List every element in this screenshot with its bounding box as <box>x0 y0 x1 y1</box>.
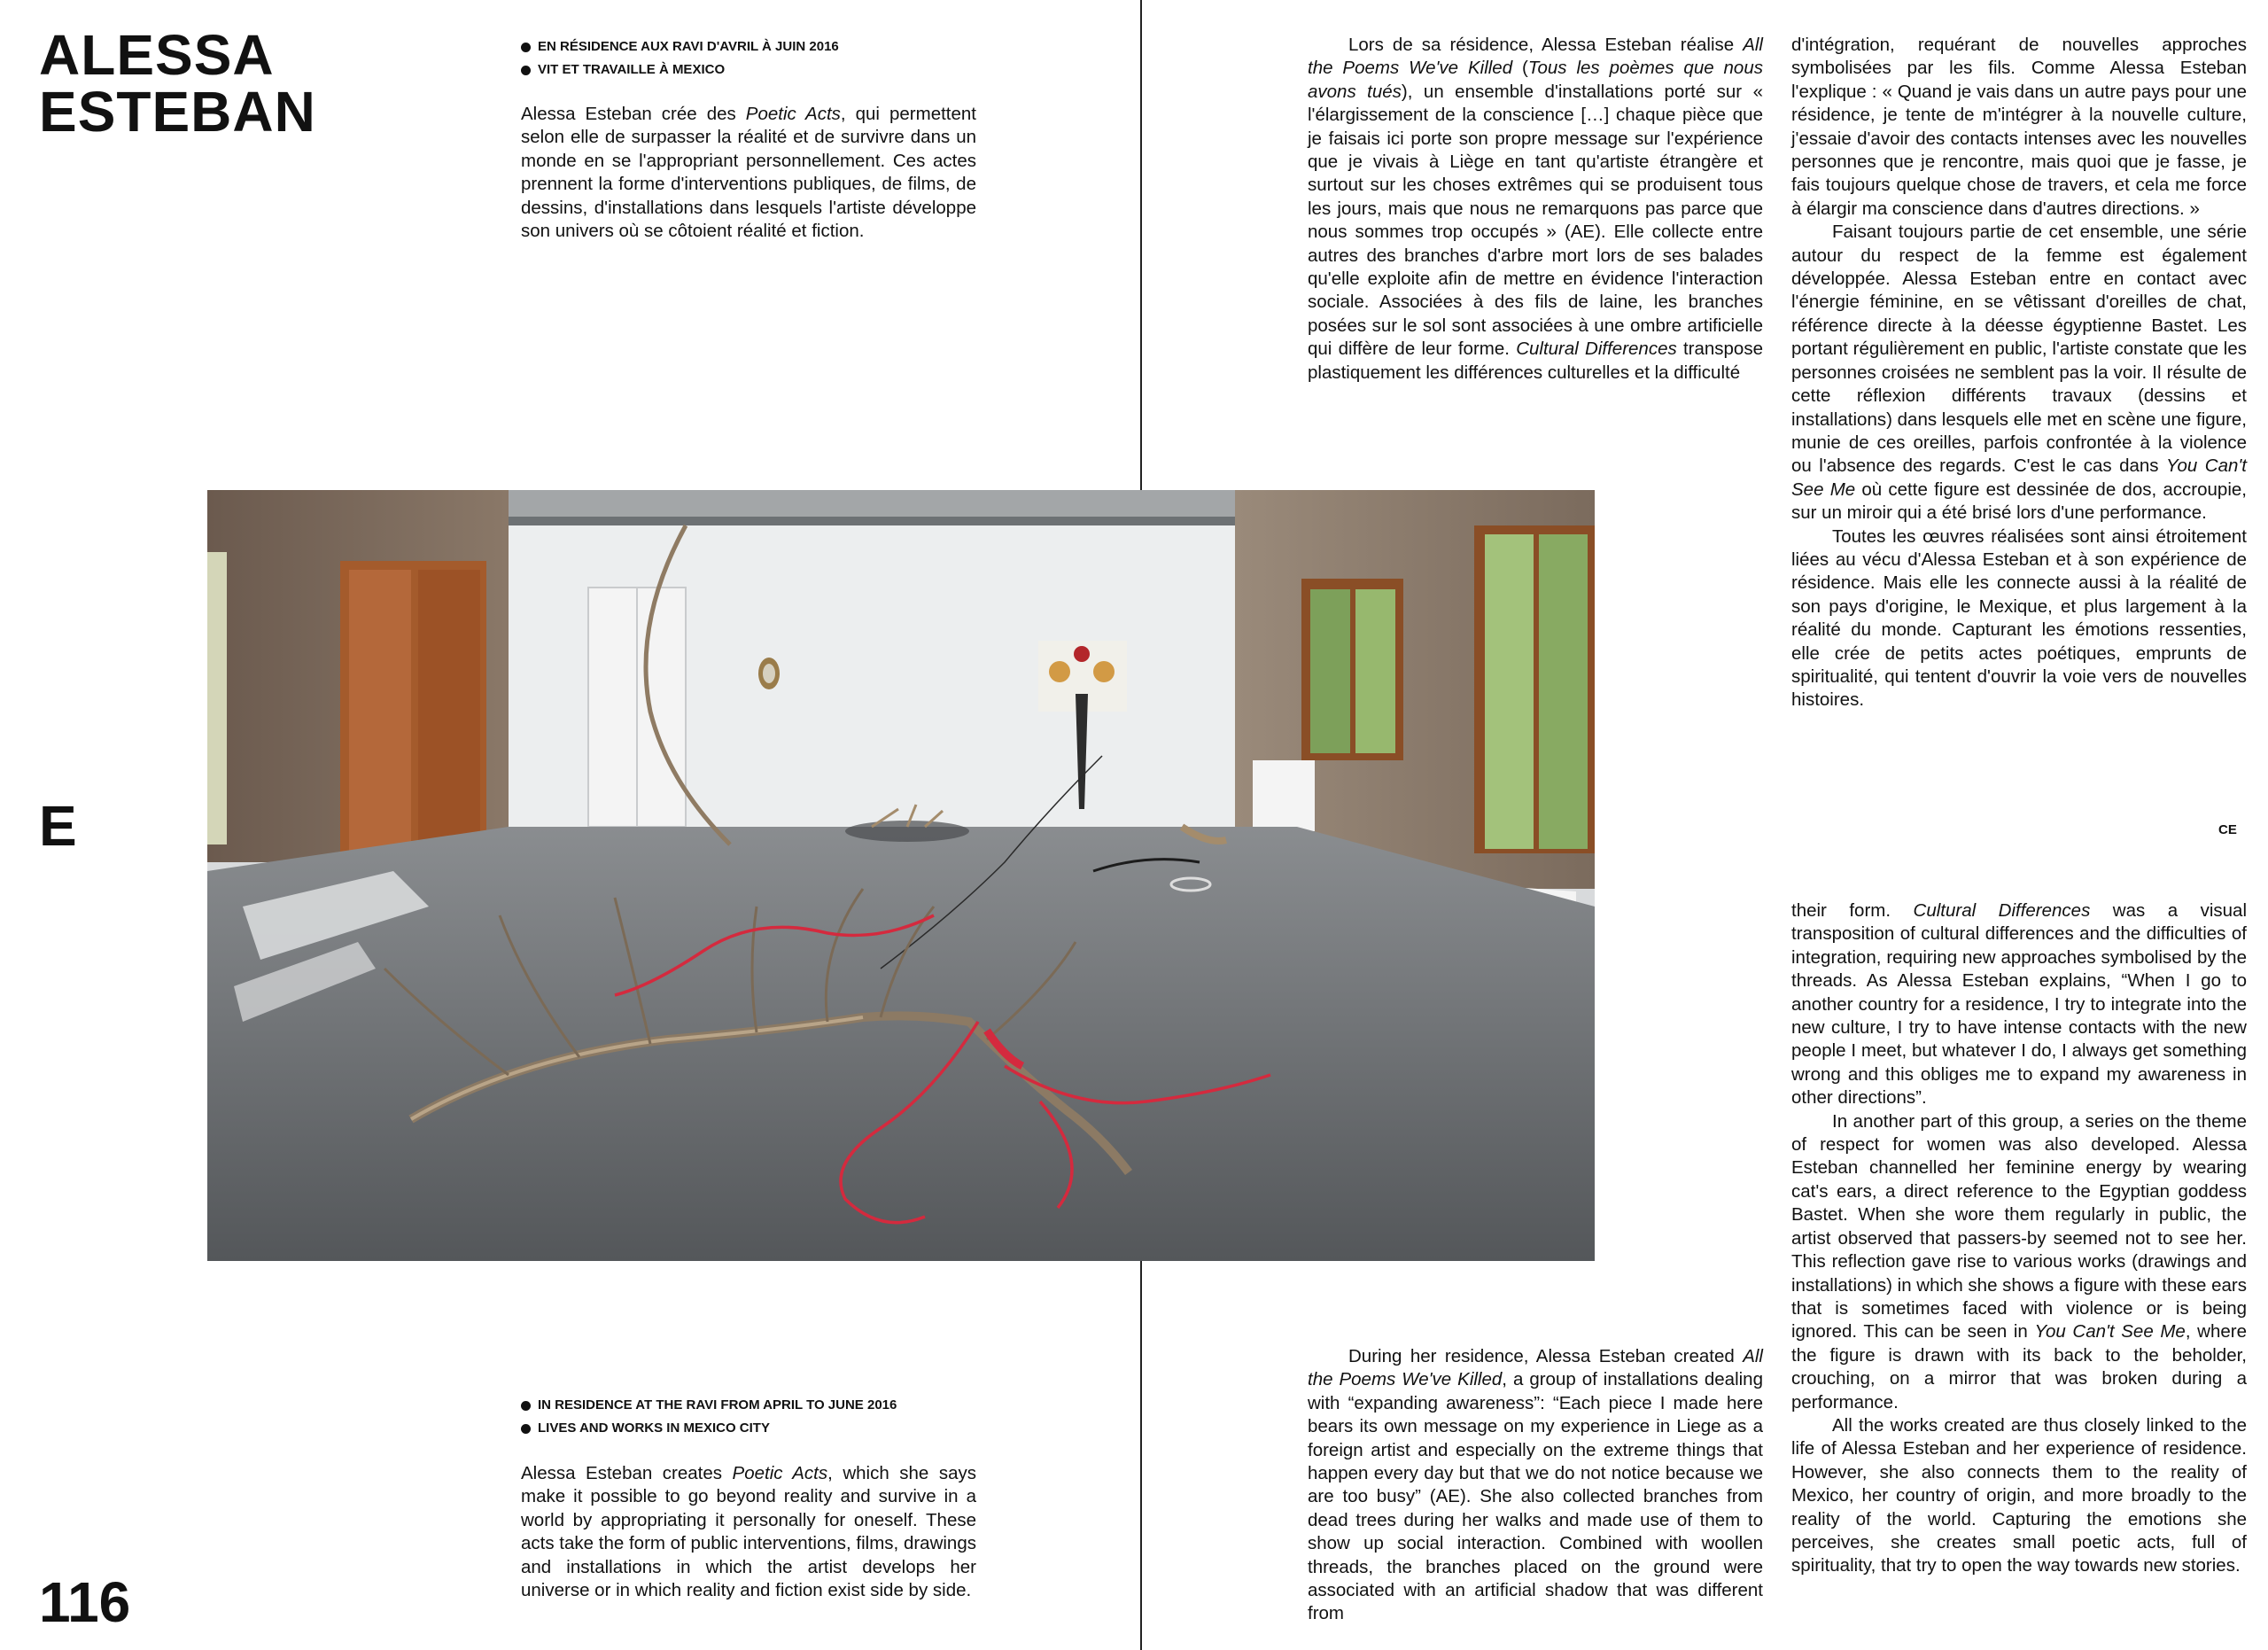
paragraph: Alessa Esteban creates Poetic Acts, which she says make it possible to go beyond reality and survive in a world by appropriating it personally for oneself. These acts take the form of public interventions, films, drawings and installations in which the artist develops her universe or in which reality and fiction exist side by side. <box>521 1463 976 1601</box>
paragraph: All the works created are thus closely linked to the life of Alessa Esteban and her experience of residence. However, she also connects them to the reality of Mexico, her country of origin, and more broadly to the reality of the world. Capturing the emotions she perceives, she creates small poetic acts, full of spirituality, that try to open the way towards new stories. <box>1791 1414 2247 1576</box>
fr-intro-text <box>521 103 976 243</box>
fr-column-3 <box>1791 34 2247 712</box>
paragraph: During her residence, Alessa Esteban created All the Poems We've Killed, a group of installations dealing with “expanding awareness”: “Each piece I made here bears its own message on my experience in Liege as a foreign artist and especially on the extreme things that happen every day but that we do not notice because we are too busy” (AE). She also collected branches from dead trees during her walks and made use of them to show up social interaction. Combined with woollen threads, the branches placed on the ground were associated with an artificial shadow that was different from <box>1308 1346 1763 1624</box>
paragraph: d'intégration, requérant de nouvelles approches symbolisées par les fils. Comme Alessa Esteban l'explique : « Quand je vais dans un autre pays pour une résidence, je tente de m'intégrer à la nouvelle culture, j'essaie d'avoir des contacts intenses avec les nouvelles personnes que je rencontre, mais quoi que je fasse, je fais toujours quelque chose de travers, et cela me force à élargir ma conscience dans d'autres directions. » <box>1791 35 2247 219</box>
paragraph: Alessa Esteban crée des Poetic Acts, qui permettent selon elle de surpasser la réalité et de survivre dans un monde en se l'appropriant personnellement. Ces actes prennent la forme d'interventions publiques, de films, de dessins, d'installations dans lesquels l'artiste développe son univers où se côtoient réalité et fiction. <box>521 104 976 242</box>
bullet-icon <box>521 43 531 52</box>
section-letter: E <box>39 794 77 858</box>
en-meta-list <box>521 1394 982 1440</box>
bullet-icon <box>521 1401 531 1411</box>
page-number: 116 <box>39 1570 131 1634</box>
bullet-icon <box>521 1424 531 1434</box>
en-meta-item: LIVES AND WORKS IN MEXICO CITY <box>521 1417 982 1440</box>
installation-photo-illustration <box>207 490 1595 1261</box>
paragraph: their form. Cultural Differences was a visual transposition of cultural differences and the difficulties of integration, requiring new approaches symbolised by the threads. As Alessa Esteban explains, “When I go to another country for a residence, I try to integrate into the new culture, I try to have intense contacts with the new people I meet, but whatever I do, I always get something wrong and this obliges me to expand my awareness in other directions”. <box>1791 900 2248 1109</box>
fr-column-2 <box>1308 34 1763 385</box>
en-intro-text <box>521 1462 976 1602</box>
fr-meta-item: EN RÉSIDENCE AUX RAVI D'AVRIL À JUIN 2016 <box>521 35 982 58</box>
en-column-3 <box>1791 899 2247 1578</box>
paragraph: Lors de sa résidence, Alessa Esteban réalise All the Poems We've Killed (Tous les poèmes que nous avons tués), un ensemble d'installations porté sur « l'élargissement de la conscience […] chaque pièce que je faisais ici porte son propre message sur l'expérience que je vivais à Liège en tant qu'artiste étrangère et surtout sur les choses extrêmes qui se produisent tous les jours, mais que nous ne remarquons pas parce que nous sommes trop occupés » (AE). Elle collecte entre autres des branches d'arbre mort lors de ses balades qu'elle exploite afin de mettre en évidence l'interaction sociale. Associées à des fils de laine, les branches posées sur le sol sont associées à une ombre artificielle qui diffère de leur forme. Cultural Differences transpose plastiquement les différences culturelles et la difficulté <box>1308 35 1763 383</box>
fr-meta-item: VIT ET TRAVAILLE À MEXICO <box>521 58 982 82</box>
paragraph: Toutes les œuvres réalisées sont ainsi étroitement liées au vécu d'Alessa Esteban et à son expérience de résidence. Mais elle les connecte aussi à la réalité de son pays d'origine, le Mexique, et plus largement à la réalité du monde. Capturant les émotions ressenties, elle crée de petits actes poétiques, emprunts de spiritualité, qui tentent d'ouvrir la voie vers de nouvelles histoires. <box>1791 525 2247 711</box>
en-meta-item: IN RESIDENCE AT THE RAVI FROM APRIL TO JUNE 2016 <box>521 1394 982 1417</box>
bullet-icon <box>521 66 531 75</box>
author-initials: CE <box>2218 822 2237 837</box>
installation-photograph <box>207 490 1595 1261</box>
paragraph: Faisant toujours partie de cet ensemble, une série autour du respect de la femme est également développée. Alessa Esteban entre en contact avec l'énergie féminine, en se vêtissant d'oreilles de chat, référence directe à la déesse égyptienne Bastet. Les portant régulièrement en public, l'artiste constate que les personnes croisées ne semblent pas la voir. Il résulte de cette réflexion différents travaux (dessins et installations) dans lesquels elle met en scène une figure, munie de ces oreilles, parfois confrontée à la violence ou l'absence des regards. C'est le cas dans You Can't See Me où cette figure est dessinée de dos, accroupie, sur un miroir qui a été brisé lors d'une performance. <box>1791 222 2247 524</box>
en-column-2 <box>1308 1345 1763 1626</box>
artist-name-title: ALESSA ESTEBAN <box>39 23 316 144</box>
paragraph: In another part of this group, a series on the theme of respect for women was also developed. Alessa Esteban channelled her feminine energy by wearing cat's ears, a direct reference to the Egyptian goddess Bastet. When she wore them regularly in public, the artist observed that passers-by seemed not to see her. This reflection gave rise to various works (drawings and installations) in which she shows a figure with these ears that is sometimes faced with violence or is being ignored. This can be seen in You Can't See Me, where the figure is drawn with its back to the beholder, crouching, on a mirror that was broken during a performance. <box>1791 1110 2247 1413</box>
fr-meta-list <box>521 35 982 82</box>
